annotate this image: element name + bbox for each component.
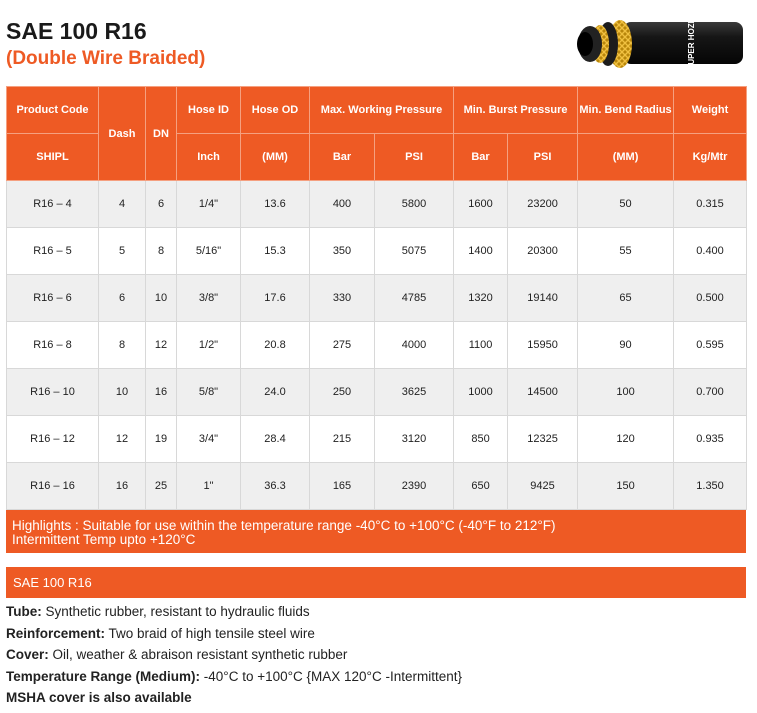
table-row <box>7 416 747 463</box>
cell-bend-radius: 50 <box>578 181 674 228</box>
cell-dn: 25 <box>146 463 177 510</box>
detail-msha <box>6 687 751 709</box>
cell-working-bar: 350 <box>310 228 375 275</box>
header-hose-od: Hose OD <box>241 87 310 134</box>
cell-working-psi: 4000 <box>375 322 454 369</box>
header-min-bend-radius: Min. Bend Radius <box>578 87 674 134</box>
cell-product-code: R16 – 12 <box>7 416 99 463</box>
cell-burst-psi: 14500 <box>508 369 578 416</box>
cell-product-code: R16 – 6 <box>7 275 99 322</box>
cell-burst-psi: 20300 <box>508 228 578 275</box>
cell-working-psi: 5800 <box>375 181 454 228</box>
highlights-line-1: Highlights : Suitable for use within the temperature range -40°C to +100°C (-40°F to 212°F) <box>12 518 556 533</box>
cell-dn: 8 <box>146 228 177 275</box>
header-weight: Weight <box>674 87 747 134</box>
page-subtitle: (Double Wire Braided) <box>6 48 206 69</box>
detail-temperature-value: -40°C to +100°C {MAX 120°C -Intermittent} <box>200 668 462 684</box>
cell-hose-id: 1" <box>177 463 241 510</box>
cell-working-psi: 5075 <box>375 228 454 275</box>
cell-weight: 0.935 <box>674 416 747 463</box>
cell-burst-psi: 12325 <box>508 416 578 463</box>
cell-bend-radius: 55 <box>578 228 674 275</box>
cell-hose-id: 1/4" <box>177 181 241 228</box>
table-row <box>7 275 747 322</box>
subheader-inch: Inch <box>177 134 241 181</box>
cell-product-code: R16 – 8 <box>7 322 99 369</box>
cell-dn: 19 <box>146 416 177 463</box>
cell-hose-od: 13.6 <box>241 181 310 228</box>
spec-details <box>6 601 751 709</box>
detail-cover-label: Cover: <box>6 647 49 663</box>
cell-bend-radius: 100 <box>578 369 674 416</box>
subheader-working-psi: PSI <box>375 134 454 181</box>
cell-weight: 0.315 <box>674 181 747 228</box>
header-max-working-pressure: Max. Working Pressure <box>310 87 454 134</box>
cell-hose-od: 28.4 <box>241 416 310 463</box>
hose-logo-text: SUPER HOZE <box>687 17 696 71</box>
cell-dash: 16 <box>99 463 146 510</box>
cell-dn: 16 <box>146 369 177 416</box>
cell-dn: 12 <box>146 322 177 369</box>
detail-tube <box>6 601 751 623</box>
cell-burst-bar: 850 <box>454 416 508 463</box>
detail-cover-value: Oil, weather & abraison resistant synthetic rubber <box>48 647 348 663</box>
detail-reinforcement-label: Reinforcement: <box>6 625 106 641</box>
table-row <box>7 228 747 275</box>
cell-hose-id: 1/2" <box>177 322 241 369</box>
cell-weight: 1.350 <box>674 463 747 510</box>
subheader-kg-mtr: Kg/Mtr <box>674 134 747 181</box>
highlights-banner <box>6 510 746 553</box>
cell-working-bar: 250 <box>310 369 375 416</box>
table-row <box>7 463 747 510</box>
hose-product-image <box>568 10 748 80</box>
subheader-burst-psi: PSI <box>508 134 578 181</box>
cell-burst-bar: 1320 <box>454 275 508 322</box>
header-min-burst-pressure: Min. Burst Pressure <box>454 87 578 134</box>
cell-dash: 4 <box>99 181 146 228</box>
detail-tube-value: Synthetic rubber, resistant to hydraulic fluids <box>41 604 310 619</box>
cell-bend-radius: 90 <box>578 322 674 369</box>
cell-working-psi: 3120 <box>375 416 454 463</box>
cell-hose-od: 20.8 <box>241 322 310 369</box>
cell-hose-od: 15.3 <box>241 228 310 275</box>
cell-working-psi: 3625 <box>375 369 454 416</box>
section-title: SAE 100 R16 <box>13 575 92 590</box>
cell-hose-id: 3/4" <box>177 416 241 463</box>
cell-burst-bar: 1000 <box>454 369 508 416</box>
detail-reinforcement <box>6 623 751 645</box>
table-row <box>7 369 747 416</box>
subheader-od-mm: (MM) <box>241 134 310 181</box>
cell-dn: 6 <box>146 181 177 228</box>
subheader-bend-mm: (MM) <box>578 134 674 181</box>
cell-weight: 0.595 <box>674 322 747 369</box>
subheader-burst-bar: Bar <box>454 134 508 181</box>
cell-working-bar: 215 <box>310 416 375 463</box>
cell-hose-od: 17.6 <box>241 275 310 322</box>
detail-msha-note: MSHA cover is also available <box>6 690 192 706</box>
table-row <box>7 322 747 369</box>
cell-working-bar: 275 <box>310 322 375 369</box>
cell-dash: 6 <box>99 275 146 322</box>
cell-dash: 8 <box>99 322 146 369</box>
cell-product-code: R16 – 5 <box>7 228 99 275</box>
cell-dash: 5 <box>99 228 146 275</box>
cell-working-bar: 165 <box>310 463 375 510</box>
section-title-bar <box>6 567 746 598</box>
table-header-row <box>7 87 747 134</box>
page-title: SAE 100 R16 <box>6 18 147 44</box>
cell-weight: 0.400 <box>674 228 747 275</box>
cell-burst-psi: 15950 <box>508 322 578 369</box>
cell-working-bar: 400 <box>310 181 375 228</box>
cell-hose-od: 36.3 <box>241 463 310 510</box>
cell-hose-id: 5/8" <box>177 369 241 416</box>
cell-burst-psi: 23200 <box>508 181 578 228</box>
cell-product-code: R16 – 4 <box>7 181 99 228</box>
highlights-line-2: Intermittent Temp upto +120°C <box>12 532 196 547</box>
cell-dn: 10 <box>146 275 177 322</box>
cell-dash: 10 <box>99 369 146 416</box>
header-product-code: Product Code <box>7 87 99 134</box>
detail-tube-label: Tube: <box>6 604 42 619</box>
cell-weight: 0.500 <box>674 275 747 322</box>
cell-weight: 0.700 <box>674 369 747 416</box>
cell-burst-bar: 1600 <box>454 181 508 228</box>
cell-burst-psi: 9425 <box>508 463 578 510</box>
spec-table <box>6 86 747 510</box>
cell-working-bar: 330 <box>310 275 375 322</box>
cell-burst-bar: 1400 <box>454 228 508 275</box>
cell-hose-id: 3/8" <box>177 275 241 322</box>
cell-burst-bar: 1100 <box>454 322 508 369</box>
header-hose-id: Hose ID <box>177 87 241 134</box>
cell-hose-od: 24.0 <box>241 369 310 416</box>
detail-cover <box>6 644 751 666</box>
cell-bend-radius: 150 <box>578 463 674 510</box>
table-row <box>7 181 747 228</box>
detail-reinforcement-value: Two braid of high tensile steel wire <box>105 625 315 641</box>
header-dash: Dash <box>99 87 146 181</box>
cell-burst-psi: 19140 <box>508 275 578 322</box>
cell-working-psi: 4785 <box>375 275 454 322</box>
cell-dash: 12 <box>99 416 146 463</box>
cell-hose-id: 5/16" <box>177 228 241 275</box>
cell-product-code: R16 – 16 <box>7 463 99 510</box>
subheader-working-bar: Bar <box>310 134 375 181</box>
cell-bend-radius: 65 <box>578 275 674 322</box>
cell-product-code: R16 – 10 <box>7 369 99 416</box>
cell-bend-radius: 120 <box>578 416 674 463</box>
subheader-shipl: SHIPL <box>7 134 99 181</box>
detail-temperature <box>6 666 751 688</box>
header-dn: DN <box>146 87 177 181</box>
detail-temperature-label: Temperature Range (Medium): <box>6 668 201 684</box>
cell-working-psi: 2390 <box>375 463 454 510</box>
cell-burst-bar: 650 <box>454 463 508 510</box>
